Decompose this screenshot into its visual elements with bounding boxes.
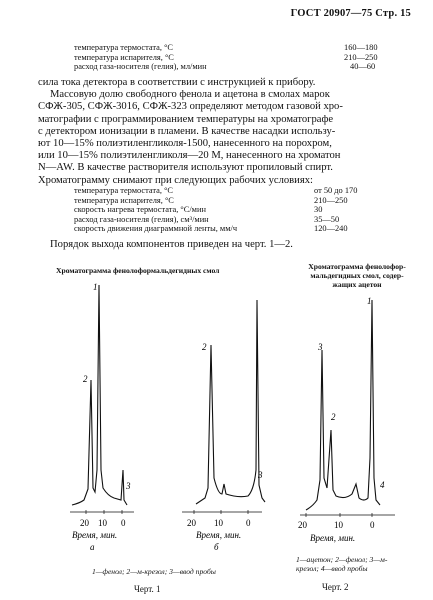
figure-1-legend: 1—фенол; 2—м-крезол; 3—ввод пробы xyxy=(92,567,216,576)
row-value: 210—250 xyxy=(314,195,348,205)
row-label: расход газа-носителя (гелия), мл/мин xyxy=(74,62,207,72)
sub-label: б xyxy=(214,542,219,552)
figure-2-legend xyxy=(296,555,387,573)
row-label: температура испарителя, °С xyxy=(74,195,174,205)
text-line: N—AW. В качестве растворителя используют пропиловый спирт. xyxy=(38,162,333,174)
peak-label: 1 xyxy=(367,296,372,306)
peak-label: 1 xyxy=(93,282,98,292)
chromatogram-2-trace xyxy=(306,300,380,510)
text-line: ют 10—15% полиэтиленгликоля-1500, нанесенного на порохром, xyxy=(38,137,332,149)
figure-2-caption: Черт. 2 xyxy=(322,582,349,592)
peak-label: 2 xyxy=(331,412,336,422)
row-value: 30 xyxy=(314,205,323,215)
title-line: жащих ацетон xyxy=(332,280,382,289)
text-line: матографии с программированием температуры на хроматографе xyxy=(38,113,334,125)
peak-label: 3 xyxy=(318,342,323,352)
tick-label: 0 xyxy=(370,520,375,530)
figure-1-title: Хроматограмма фенолоформальдегидных смол xyxy=(56,266,220,275)
row-label: температура термостата, °С xyxy=(74,43,174,52)
peak-label: 3 xyxy=(126,481,131,491)
title-line: Хроматограмма фенолофор- xyxy=(308,262,406,271)
text-line: Хроматограмму снимают при следующих рабочих условиях: xyxy=(38,174,313,186)
row-value: 35—50 xyxy=(314,214,340,224)
text-line: СФЖ-305, СФЖ-3016, СФЖ-323 определяют методом газовой хро- xyxy=(38,101,343,113)
tick-label: 10 xyxy=(334,520,343,530)
peak-label: 3 xyxy=(258,470,263,480)
peak-label: 4 xyxy=(380,480,385,490)
row-label: температура термостата, °С xyxy=(74,186,174,195)
tick-label: 20 xyxy=(298,520,307,530)
row-label: скорость движения диаграммной ленты, мм/ч xyxy=(74,224,238,234)
tick-label: 10 xyxy=(98,518,107,528)
text-line: Порядок выхода компонентов приведен на черт. 1—2. xyxy=(50,239,293,250)
peak-label: 2 xyxy=(202,342,207,352)
text-line: Массовую долю свободного фенола и ацетона в смолах марок xyxy=(50,89,330,101)
tick-label: 10 xyxy=(214,518,223,528)
legend-line: крезол; 4—ввод пробы xyxy=(296,564,368,573)
tick-label: 0 xyxy=(246,518,251,528)
row-value: 210—250 xyxy=(344,52,378,62)
axis-label: Время, мин. xyxy=(72,530,118,540)
axis-label: Время, мин. xyxy=(196,530,242,540)
tick-label: 0 xyxy=(121,518,126,528)
row-value: 120—240 xyxy=(314,224,348,234)
row-value: от 50 до 170 xyxy=(314,186,358,195)
page-header: ГОСТ 20907—75 Стр. 15 xyxy=(290,8,411,19)
tick-label: 20 xyxy=(80,518,89,528)
chromatogram-b-trace xyxy=(196,300,265,504)
row-label: скорость нагрева термостата, °С/мин xyxy=(74,205,206,215)
legend-line: 1—ацетон; 2—фенол; 3—м- xyxy=(296,555,388,564)
tick-label: 20 xyxy=(187,518,196,528)
row-label: температура испарителя, °С xyxy=(74,52,174,62)
peak-label: 2 xyxy=(83,374,88,384)
row-value: 40—60 xyxy=(350,62,376,72)
text-line: или 10—15% полиэтиленгликоля—20 М, нанесенного на хроматон xyxy=(38,150,341,162)
chromatogram-a-trace xyxy=(72,285,127,505)
figure-1-caption: Черт. 1 xyxy=(134,584,161,594)
sub-label: а xyxy=(90,542,95,552)
text-line: сила тока детектора в соответствии с инструкцией к прибору. xyxy=(38,77,316,88)
title-line: мальдегидных смол, содер- xyxy=(310,271,404,280)
row-label: расход газа-носителя (гелия), см³/мин xyxy=(74,214,209,224)
row-value: 160—180 xyxy=(344,43,378,52)
text-line: с детектором ионизации в пламени. В качестве насадки использу- xyxy=(38,125,336,137)
axis-label: Время, мин. xyxy=(310,533,356,543)
